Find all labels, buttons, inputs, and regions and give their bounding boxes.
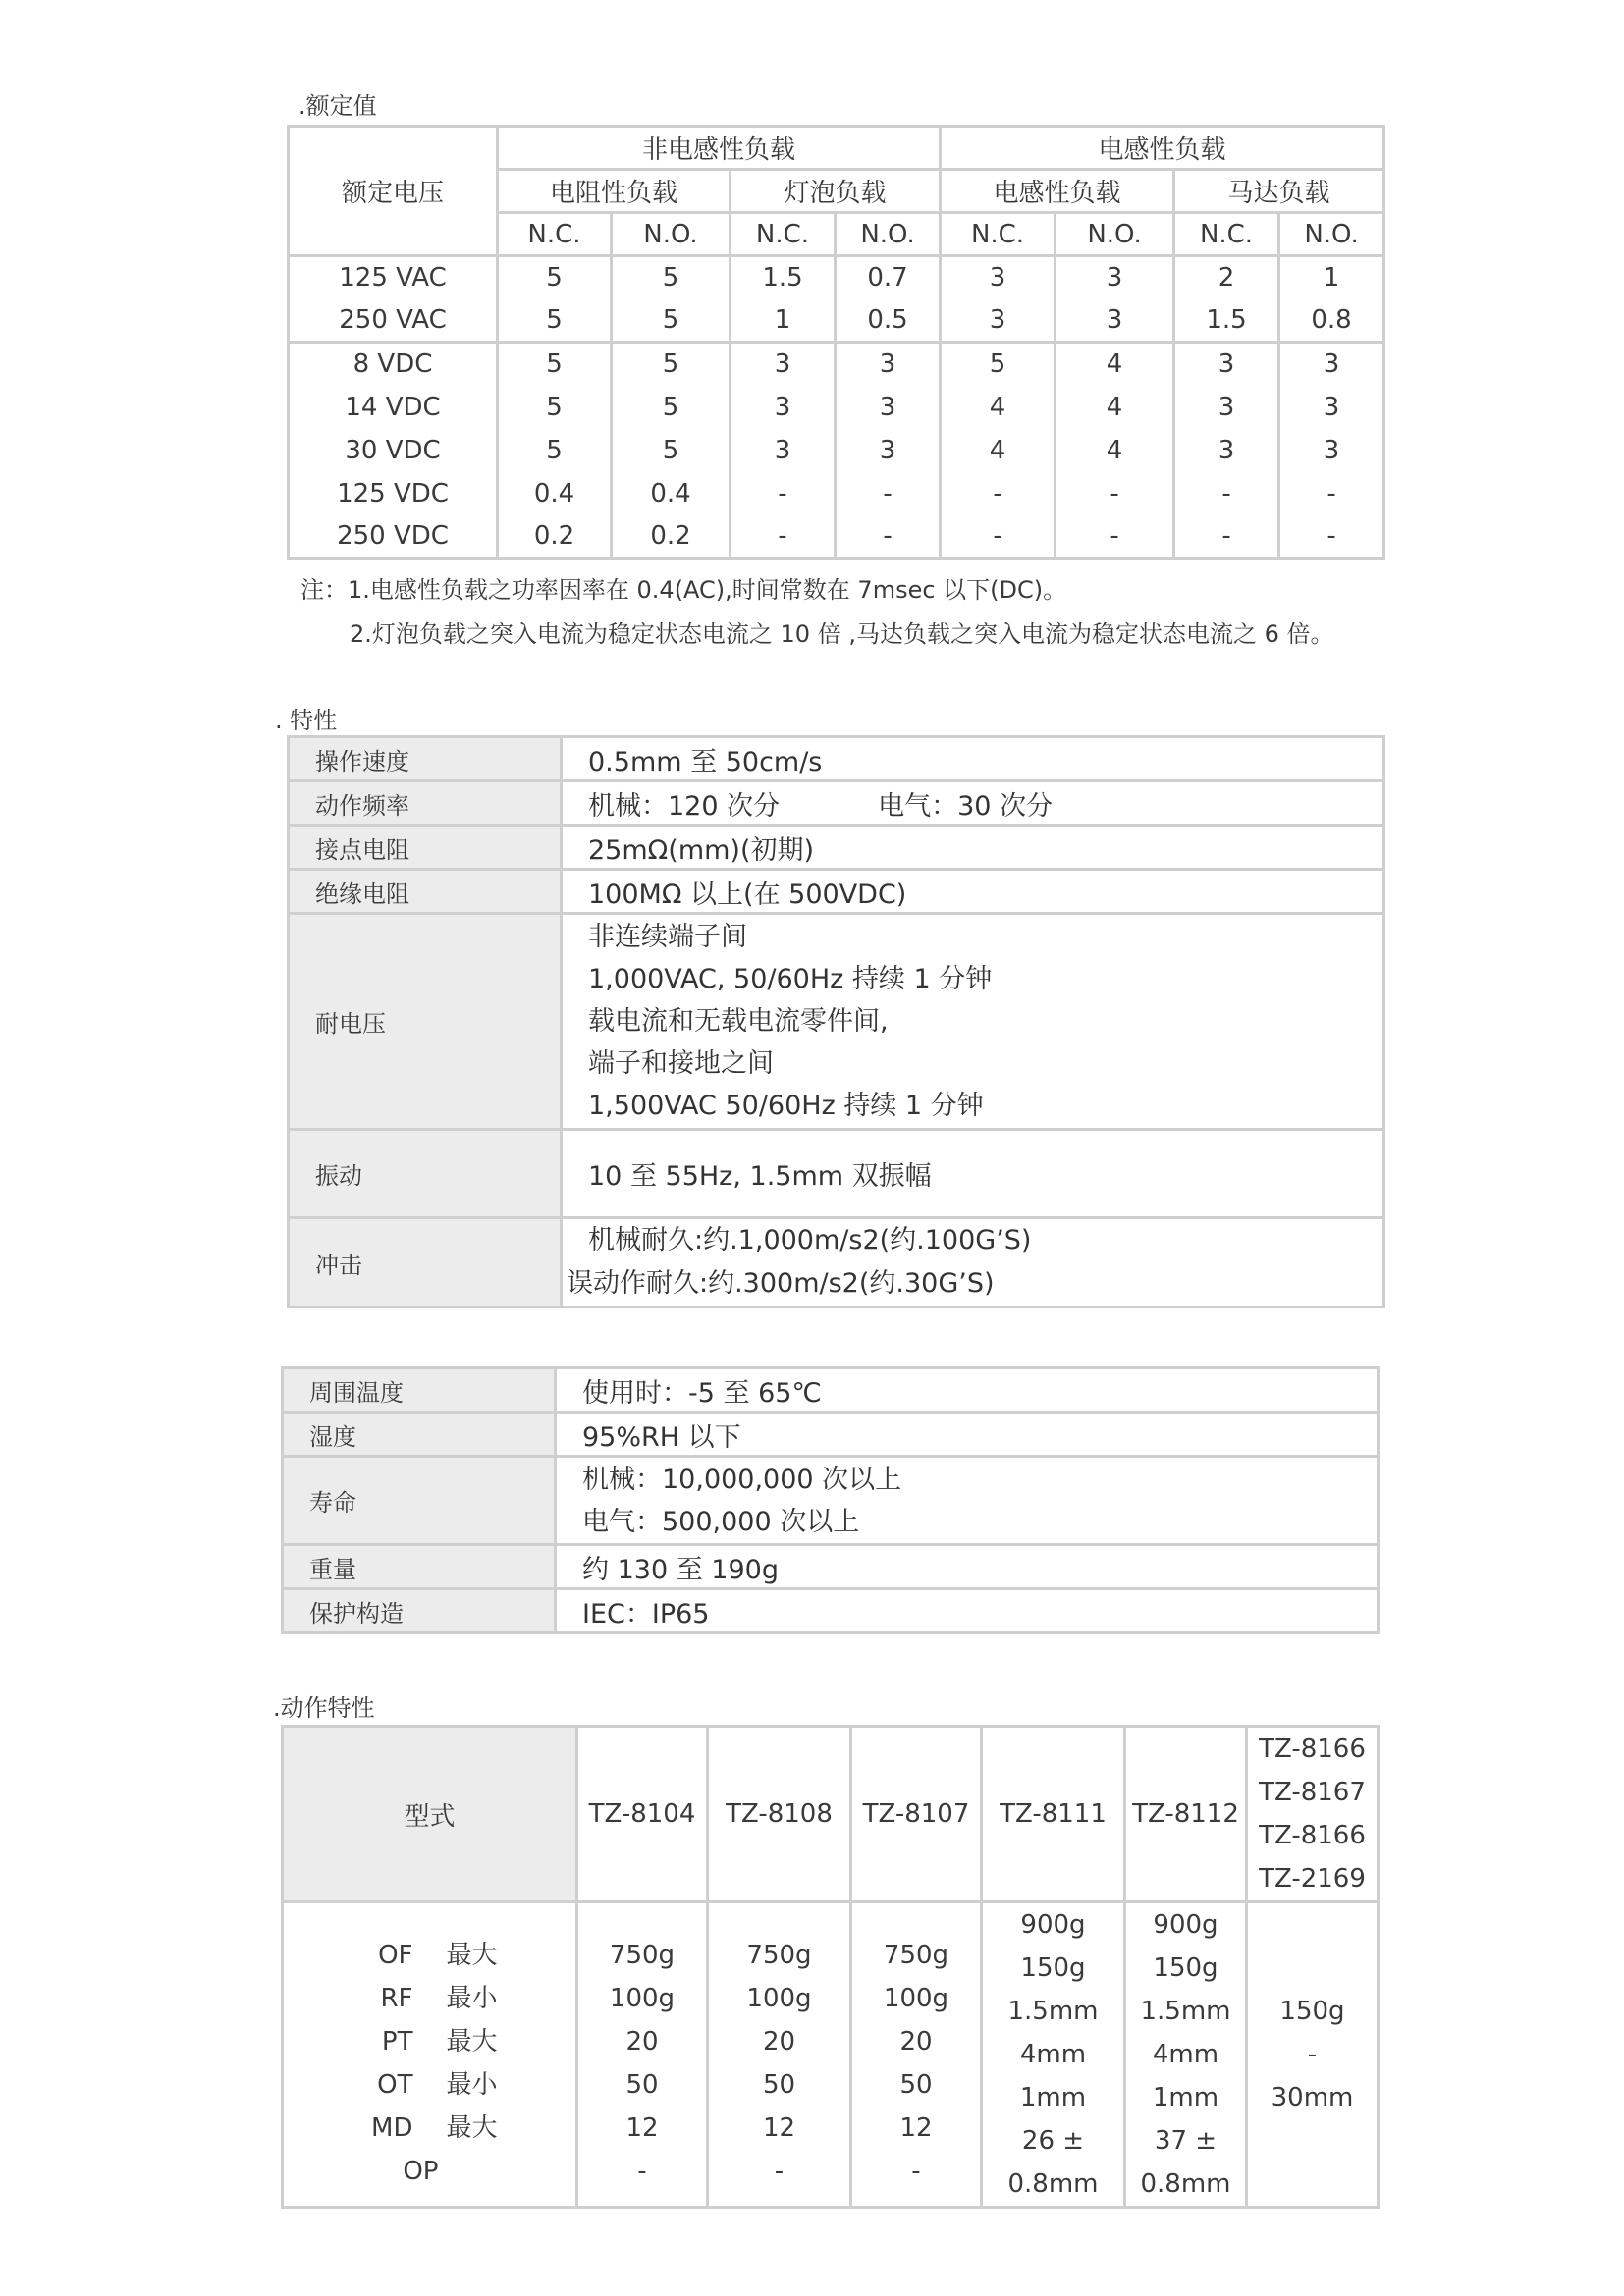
value-line: 26 ± [1021, 2126, 1085, 2156]
characteristics-section-title: . 特性 [275, 707, 338, 734]
model-cell: TZ-8107 [851, 1727, 982, 1902]
value-cell: 5 [612, 429, 731, 472]
value-line: 37 ± [1154, 2126, 1218, 2156]
dielectric-strength-value [562, 914, 1384, 1130]
model-cell: TZ-8112 [1125, 1727, 1247, 1902]
voltage-cell: 125 VAC [289, 256, 498, 299]
model-cell-multi [1247, 1727, 1379, 1902]
value-cell: 0.7 [836, 256, 941, 299]
value-line: - [637, 2157, 647, 2186]
life-electrical: 电气：500,000 次以上 [582, 1506, 860, 1537]
value-cell: - [1279, 472, 1384, 515]
protection-value: IEC：IP65 [556, 1589, 1379, 1633]
value-line: 12 [899, 2113, 933, 2143]
humidity-label: 湿度 [283, 1413, 556, 1457]
spec-row [283, 1368, 1379, 1413]
shock-mechanical: 机械耐久:约.1,000m/s2(约.100G’S) [588, 1225, 1032, 1255]
value-line: 12 [762, 2113, 796, 2143]
spec-row [283, 1413, 1379, 1457]
spec-row [289, 914, 1384, 1130]
spec-row [289, 737, 1384, 781]
value-cell: - [941, 515, 1056, 559]
life-value [556, 1457, 1379, 1545]
dielectric-line: 非连续端子间 [588, 922, 747, 952]
value-cell: 0.2 [612, 515, 731, 559]
value-line: 30mm [1271, 2083, 1354, 2112]
non-inductive-load-header: 非电感性负载 [498, 127, 941, 170]
spec-row [289, 1218, 1384, 1308]
rated-values-table [287, 125, 1385, 560]
rated-row [289, 256, 1384, 299]
value-line: 100g [609, 1984, 676, 2013]
vibration-value: 10 至 55Hz, 1.5mm 双振幅 [562, 1130, 1384, 1218]
spec-row [289, 870, 1384, 914]
motor-load-header: 马达负载 [1174, 170, 1384, 213]
value-cell: 3 [1279, 429, 1384, 472]
rated-row [289, 386, 1384, 429]
value-cell: 1 [731, 299, 836, 343]
operating-speed-value: 0.5mm 至 50cm/s [562, 737, 1384, 781]
model-line: TZ-8166 [1259, 1735, 1366, 1764]
value-line: 12 [625, 2113, 659, 2143]
value-cell: 3 [731, 343, 836, 386]
param-of: OF 最大 [378, 1941, 498, 1970]
vibration-label: 振动 [289, 1130, 562, 1218]
value-cell: 4 [1056, 343, 1174, 386]
contact-nc-header: N.C. [731, 213, 836, 256]
values-tz-8108 [708, 1902, 851, 2208]
value-cell: 3 [1279, 343, 1384, 386]
value-line: 1.5mm [1140, 1997, 1231, 2026]
ambient-temperature-value: 使用时：-5 至 65℃ [556, 1368, 1379, 1413]
value-cell: - [941, 472, 1056, 515]
insulation-resistance-label: 绝缘电阻 [289, 870, 562, 914]
dielectric-line: 1,500VAC 50/60Hz 持续 1 分钟 [588, 1091, 984, 1121]
environment-table [281, 1366, 1380, 1634]
param-md: MD 最大 [371, 2113, 498, 2143]
value-cell: 5 [498, 256, 612, 299]
value-line: 20 [762, 2027, 796, 2056]
value-cell: 3 [1279, 386, 1384, 429]
value-cell: 3 [836, 429, 941, 472]
value-cell: 5 [498, 386, 612, 429]
param-op: OP [403, 2157, 439, 2186]
param-ot: OT 最小 [377, 2070, 498, 2100]
value-cell: 3 [731, 429, 836, 472]
dielectric-line: 端子和接地之间 [588, 1048, 774, 1079]
rated-section-title: .额定值 [298, 92, 377, 120]
frequency-electrical: 电气：30 次分 [878, 790, 1054, 822]
value-cell: 1 [1279, 256, 1384, 299]
weight-value: 约 130 至 190g [556, 1545, 1379, 1589]
value-line: 150g [1279, 1997, 1345, 2026]
characteristics-table [287, 735, 1385, 1308]
lamp-load-header: 灯泡负载 [731, 170, 941, 213]
shock-value [562, 1218, 1384, 1308]
value-cell: - [1056, 515, 1174, 559]
value-cell: 5 [498, 299, 612, 343]
value-cell: 3 [1174, 386, 1279, 429]
values-tz-8112 [1125, 1902, 1247, 2208]
value-cell: - [1174, 472, 1279, 515]
contact-nc-header: N.C. [1174, 213, 1279, 256]
value-line: 1.5mm [1007, 1997, 1099, 2026]
value-line: 4mm [1019, 2040, 1087, 2069]
insulation-resistance-value: 100MΩ 以上(在 500VDC) [562, 870, 1384, 914]
value-line: 20 [625, 2027, 659, 2056]
shock-label: 冲击 [289, 1218, 562, 1308]
model-cell: TZ-8111 [982, 1727, 1125, 1902]
value-cell: 3 [1056, 299, 1174, 343]
value-line: 150g [1020, 1953, 1086, 1983]
model-line: TZ-2169 [1259, 1864, 1366, 1894]
model-row [283, 1727, 1379, 1902]
value-cell: 3 [1174, 343, 1279, 386]
rated-row [289, 343, 1384, 386]
value-cell: - [1174, 515, 1279, 559]
value-line: 0.8mm [1140, 2169, 1231, 2199]
inductive-load-group-header: 电感性负载 [941, 127, 1384, 170]
value-cell: 4 [1056, 429, 1174, 472]
value-cell: - [731, 472, 836, 515]
inductive-load-header: 电感性负载 [941, 170, 1174, 213]
voltage-cell: 250 VAC [289, 299, 498, 343]
value-cell: 4 [1056, 386, 1174, 429]
value-cell: 3 [941, 299, 1056, 343]
voltage-cell: 14 VDC [289, 386, 498, 429]
model-cell: TZ-8108 [708, 1727, 851, 1902]
spec-row [283, 1589, 1379, 1633]
value-line: 50 [762, 2070, 796, 2100]
value-cell: 3 [836, 386, 941, 429]
value-line: 20 [899, 2027, 933, 2056]
contact-no-header: N.O. [1279, 213, 1384, 256]
value-line: 900g [1153, 1910, 1218, 1940]
value-line: 100g [883, 1984, 949, 2013]
spec-row [289, 1130, 1384, 1218]
value-cell: 5 [612, 299, 731, 343]
value-line: 1mm [1152, 2083, 1219, 2112]
action-section-title: .动作特性 [273, 1694, 375, 1722]
value-cell: 0.8 [1279, 299, 1384, 343]
value-cell: 5 [612, 256, 731, 299]
value-cell: - [731, 515, 836, 559]
value-cell: 2 [1174, 256, 1279, 299]
rated-row [289, 299, 1384, 343]
value-line: 750g [609, 1941, 676, 1970]
value-cell: 1.5 [731, 256, 836, 299]
life-mechanical: 机械：10,000,000 次以上 [582, 1464, 902, 1495]
value-line: - [911, 2157, 921, 2186]
rated-note-1: 注：1.电感性负载之功率因率在 0.4(AC),时间常数在 7msec 以下(DC)。 [300, 576, 1067, 604]
value-line: 50 [899, 2070, 933, 2100]
value-cell: 3 [1056, 256, 1174, 299]
value-cell: 5 [498, 429, 612, 472]
value-cell: 0.5 [836, 299, 941, 343]
rated-row [289, 515, 1384, 559]
param-rf: RF 最小 [380, 1984, 498, 2013]
value-line: 50 [625, 2070, 659, 2100]
rated-row [289, 429, 1384, 472]
value-cell: 5 [498, 343, 612, 386]
spec-row [283, 1457, 1379, 1545]
value-cell: 0.4 [498, 472, 612, 515]
values-tz-8166-group [1247, 1902, 1379, 2208]
rated-row [289, 472, 1384, 515]
value-line: 1mm [1019, 2083, 1087, 2112]
operating-frequency-label: 动作频率 [289, 781, 562, 826]
contact-resistance-label: 接点电阻 [289, 826, 562, 870]
values-tz-8104 [577, 1902, 708, 2208]
spec-row [289, 781, 1384, 826]
dielectric-strength-label: 耐电压 [289, 914, 562, 1130]
operating-frequency-value [562, 781, 1384, 826]
contact-no-header: N.O. [836, 213, 941, 256]
value-cell: 5 [612, 386, 731, 429]
contact-no-header: N.O. [1056, 213, 1174, 256]
parameter-row [283, 1902, 1379, 2208]
model-line: TZ-8166 [1259, 1821, 1366, 1850]
value-cell: 3 [836, 343, 941, 386]
ambient-temperature-label: 周围温度 [283, 1368, 556, 1413]
value-cell: 3 [731, 386, 836, 429]
rated-note-2: 2.灯泡负载之突入电流为稳定状态电流之 10 倍 ,马达负载之突入电流为稳定状态电流之 6 倍。 [350, 620, 1334, 648]
value-cell: 4 [941, 429, 1056, 472]
value-cell: 3 [941, 256, 1056, 299]
model-header: 型式 [283, 1727, 577, 1902]
protection-label: 保护构造 [283, 1589, 556, 1633]
value-cell: 4 [941, 386, 1056, 429]
value-cell: 3 [1174, 429, 1279, 472]
dielectric-line: 1,000VAC, 50/60Hz 持续 1 分钟 [588, 964, 993, 994]
operating-speed-label: 操作速度 [289, 737, 562, 781]
contact-nc-header: N.C. [498, 213, 612, 256]
contact-resistance-value: 25mΩ(mm)(初期) [562, 826, 1384, 870]
frequency-mechanical: 机械：120 次分 [588, 790, 781, 822]
value-cell: - [1279, 515, 1384, 559]
spec-row [283, 1545, 1379, 1589]
value-line: 750g [883, 1941, 949, 1970]
value-cell: - [836, 472, 941, 515]
voltage-cell: 8 VDC [289, 343, 498, 386]
value-cell: - [1056, 472, 1174, 515]
param-pt: PT 最大 [381, 2027, 498, 2056]
voltage-cell: 30 VDC [289, 429, 498, 472]
parameter-names [283, 1902, 577, 2208]
action-characteristics-table [281, 1725, 1380, 2209]
weight-label: 重量 [283, 1545, 556, 1589]
value-cell: - [836, 515, 941, 559]
value-line: - [774, 2157, 785, 2186]
value-line: 150g [1153, 1953, 1218, 1983]
value-line: 0.8mm [1007, 2169, 1099, 2199]
dielectric-line: 载电流和无载电流零件间, [588, 1006, 889, 1037]
values-tz-8111 [982, 1902, 1125, 2208]
resistive-load-header: 电阻性负载 [498, 170, 731, 213]
model-cell: TZ-8104 [577, 1727, 708, 1902]
value-line: - [1307, 2040, 1318, 2069]
value-line: 100g [746, 1984, 812, 2013]
value-cell: 0.4 [612, 472, 731, 515]
humidity-value: 95%RH 以下 [556, 1413, 1379, 1457]
voltage-cell: 250 VDC [289, 515, 498, 559]
value-cell: 0.2 [498, 515, 612, 559]
contact-nc-header: N.C. [941, 213, 1056, 256]
value-cell: 1.5 [1174, 299, 1279, 343]
values-tz-8107 [851, 1902, 982, 2208]
value-line: 750g [746, 1941, 812, 1970]
value-line: 900g [1020, 1910, 1086, 1940]
rated-voltage-header: 额定电压 [289, 127, 498, 256]
shock-malfunction: 误动作耐久:约.300m/s2(约.30G’S) [567, 1268, 995, 1299]
life-label: 寿命 [283, 1457, 556, 1545]
spec-row [289, 826, 1384, 870]
value-cell: 5 [612, 343, 731, 386]
contact-no-header: N.O. [612, 213, 731, 256]
value-cell: 5 [941, 343, 1056, 386]
value-line: 4mm [1152, 2040, 1219, 2069]
voltage-cell: 125 VDC [289, 472, 498, 515]
model-line: TZ-8167 [1259, 1778, 1366, 1807]
